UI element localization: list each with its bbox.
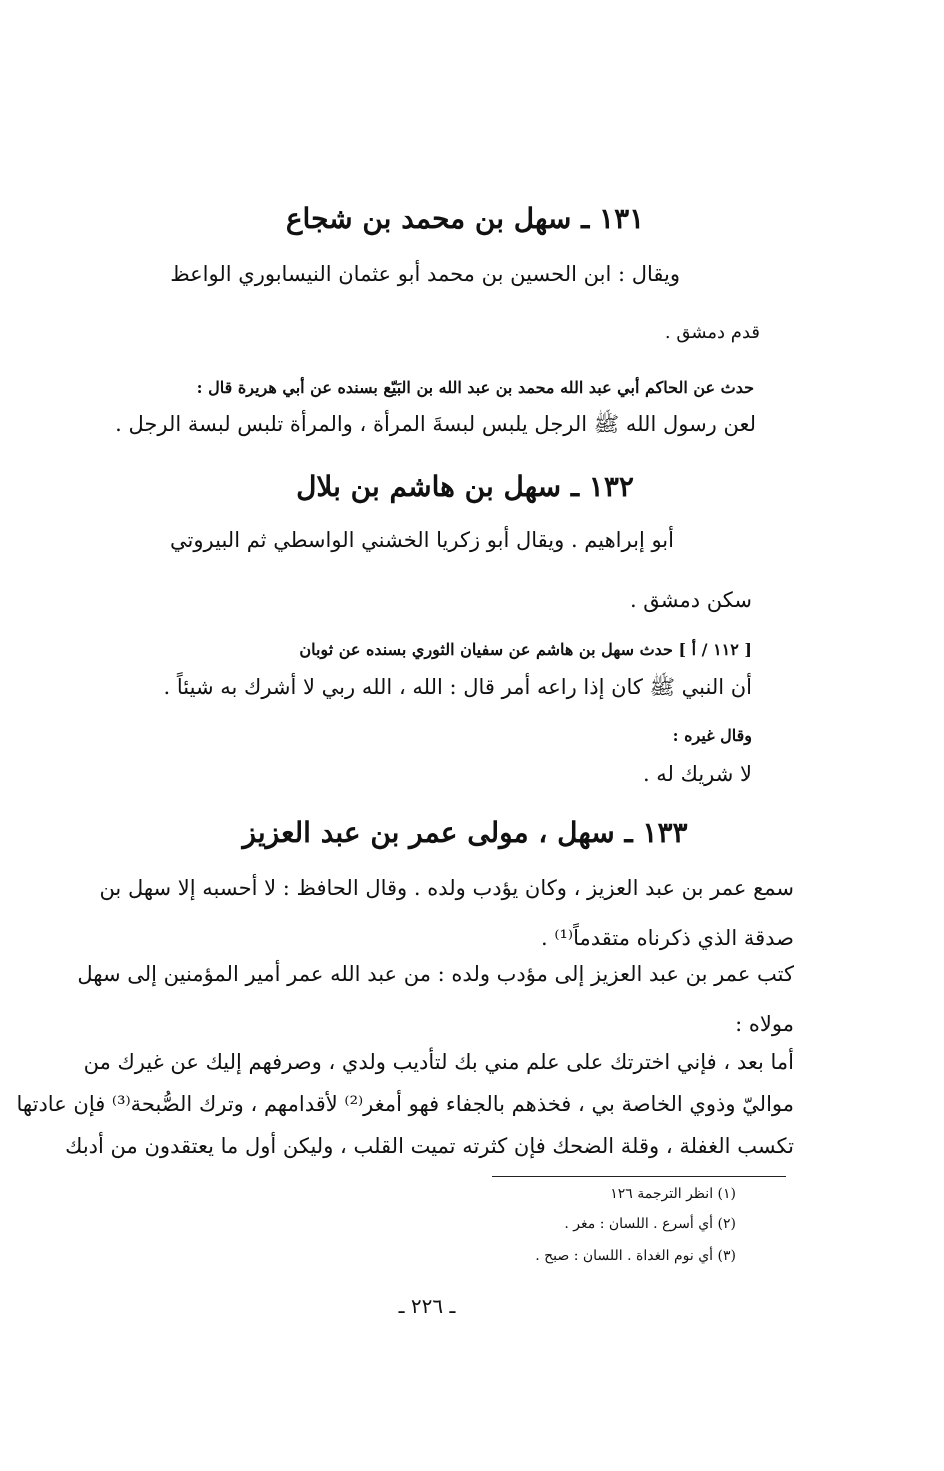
- entry-133-para1-line2: صدقة الذي ذكرناه متقدماً⁽¹⁾ .: [540, 926, 794, 950]
- entry-132-residence: سكن دمشق .: [629, 588, 752, 612]
- entry-133-para1-line1: سمع عمر بن عبد العزيز ، وكان يؤدب ولده . وقال الحافظ : لا أحسبه إلا سهل بن: [99, 876, 794, 900]
- entry-132-hadith-text: أن النبي ﷺ كان إذا راعه أمر قال : الله ، الله ربي لا أشرك به شيئاً .: [163, 675, 752, 699]
- entry-133-para2-line2: مولاه :: [735, 1012, 794, 1036]
- page-number: ـ ٢٢٦ ـ: [398, 1294, 456, 1318]
- entry-heading-132: ١٣٢ ـ سهل بن هاشم بن بلال: [296, 470, 634, 503]
- entry-133-para3-line2: مواليّ وذوي الخاصة بي ، فخذهم بالجفاء فهو أمغر⁽²⁾ لأقدامهم ، وترك الصُّبحة⁽³⁾ فإن عادتها: [16, 1092, 794, 1116]
- footnote-separator: [492, 1176, 786, 1177]
- entry-131-residence: قدم دمشق .: [664, 322, 760, 343]
- entry-heading-131: ١٣١ ـ سهل بن محمد بن شجاع: [285, 202, 645, 235]
- footnote-1: (١) انظر الترجمة ١٢٦: [610, 1186, 736, 1202]
- entry-133-para3-line1: أما بعد ، فإني اخترتك على علم مني بك لتأديب ولدي ، وصرفهم إليك عن غيرك من: [83, 1050, 794, 1074]
- entry-131-name-line: ويقال : ابن الحسين بن محمد أبو عثمان النيسابوري الواعظ: [170, 262, 680, 286]
- footnote-3: (٣) أي نوم الغداة . اللسان : صبح .: [535, 1248, 736, 1264]
- entry-132-name-line: أبو إبراهيم . ويقال أبو زكريا الخشني الواسطي ثم البيروتي: [170, 528, 674, 552]
- entry-132-extra-intro: وقال غيره :: [672, 726, 752, 745]
- footnote-2: (٢) أي أسرع . اللسان : مغر .: [564, 1216, 736, 1232]
- entry-131-hadith-intro: حدث عن الحاكم أبي عبد الله محمد بن عبد الله بن البَيّع بسنده عن أبي هريرة قال :: [196, 378, 754, 397]
- entry-132-hadith-intro: [ ١١٢ / أ ] حدث سهل بن هاشم عن سفيان الثوري بسنده عن ثوبان: [299, 640, 752, 659]
- entry-133-para3-line3: تكسب الغفلة ، وقلة الضحك فإن كثرته تميت القلب ، وليكن أول ما يعتقدون من أدبك: [65, 1134, 794, 1158]
- entry-133-para2-line1: كتب عمر بن عبد العزيز إلى مؤدب ولده : من عبد الله عمر أمير المؤمنين إلى سهل: [77, 962, 794, 986]
- entry-131-hadith-text: لعن رسول الله ﷺ الرجل يلبس لبسةَ المرأة ، والمرأة تلبس لبسة الرجل .: [115, 412, 756, 436]
- entry-132-extra-text: لا شريك له .: [642, 762, 752, 786]
- entry-heading-133: ١٣٣ ـ سهل ، مولى عمر بن عبد العزيز: [242, 816, 688, 849]
